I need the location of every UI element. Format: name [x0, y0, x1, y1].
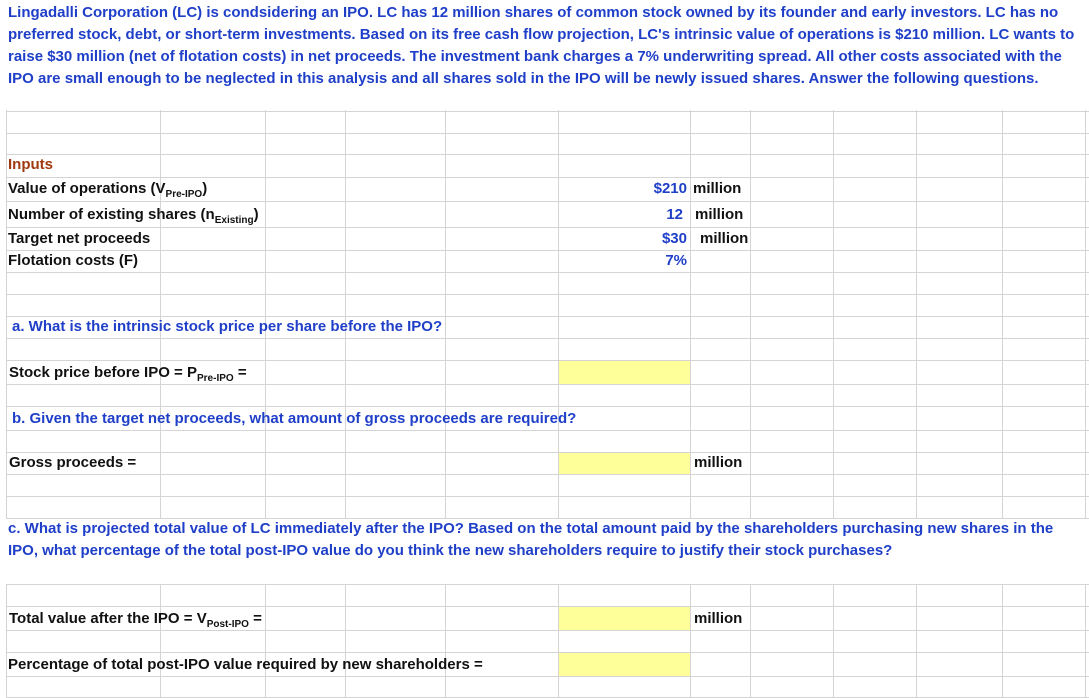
percentage-answer-cell[interactable] [559, 653, 690, 676]
inputs-header: Inputs [8, 156, 53, 173]
gross-proceeds-answer-cell[interactable] [559, 453, 690, 474]
input-value-value-of-operations[interactable]: $210 [653, 180, 687, 197]
input-label-existing-shares: Number of existing shares $(n_{Existing})$ [8, 206, 259, 226]
question-c: c. What is projected total value of LC immediately after the IPO? Based on the total amount paid by the shareholders purchasing new shares in the IPO, what percentage of the total post-IPO value do you think the new shareholders require to justify their stock purchases? [8, 520, 1054, 559]
input-label-value-of-operations: Value of operations $(V_{Pre-IPO})$ [8, 180, 208, 200]
question-a: a. What is the intrinsic stock price per share before the IPO? [12, 318, 443, 335]
gross-proceeds-unit: million [694, 454, 743, 471]
total-value-label: Total value after the IPO = $V_{Post-IPO}$ = [9, 610, 262, 630]
gross-proceeds-label: Gross proceeds = [9, 454, 137, 471]
percentage-label: Percentage of total post-IPO value required by new shareholders = [8, 656, 483, 673]
input-value-flotation-costs[interactable]: 7% [665, 252, 687, 269]
stock-price-label: Stock price before IPO = $P_{Pre-IPO}$ = [9, 364, 247, 384]
input-value-existing-shares[interactable]: 12 [666, 206, 683, 223]
intro-text: Lingadalli Corporation (LC) is condsidering an IPO. LC has 12 million shares of common stock owned by its founder and early investors. LC has no preferred stock, debt, or short-term investments. Based on its free cash flow projection, LC's intrinsic value of operations is $210 million. LC wants to raise $30 million (net of flotation costs) in net proceeds. The investment bank charges a 7% underwriting spread. All other costs associated with the IPO are small enough to be neglected in this analysis and all shares sold in the IPO will be newly issued shares. Answer the following questions. [8, 4, 1075, 87]
input-label-flotation-costs: Flotation costs (F) [8, 252, 138, 269]
total-value-answer-cell[interactable] [559, 607, 690, 630]
input-unit-target-net-proceeds: million [700, 230, 749, 247]
input-unit-existing-shares: million [695, 206, 744, 223]
input-unit-value-of-operations: million [693, 180, 742, 197]
input-value-target-net-proceeds[interactable]: $30 [661, 230, 687, 247]
input-label-target-net-proceeds: Target net proceeds [8, 230, 151, 247]
question-b: b. Given the target net proceeds, what amount of gross proceeds are required? [12, 410, 577, 427]
total-value-unit: million [694, 610, 743, 627]
stock-price-answer-cell[interactable] [559, 361, 690, 384]
